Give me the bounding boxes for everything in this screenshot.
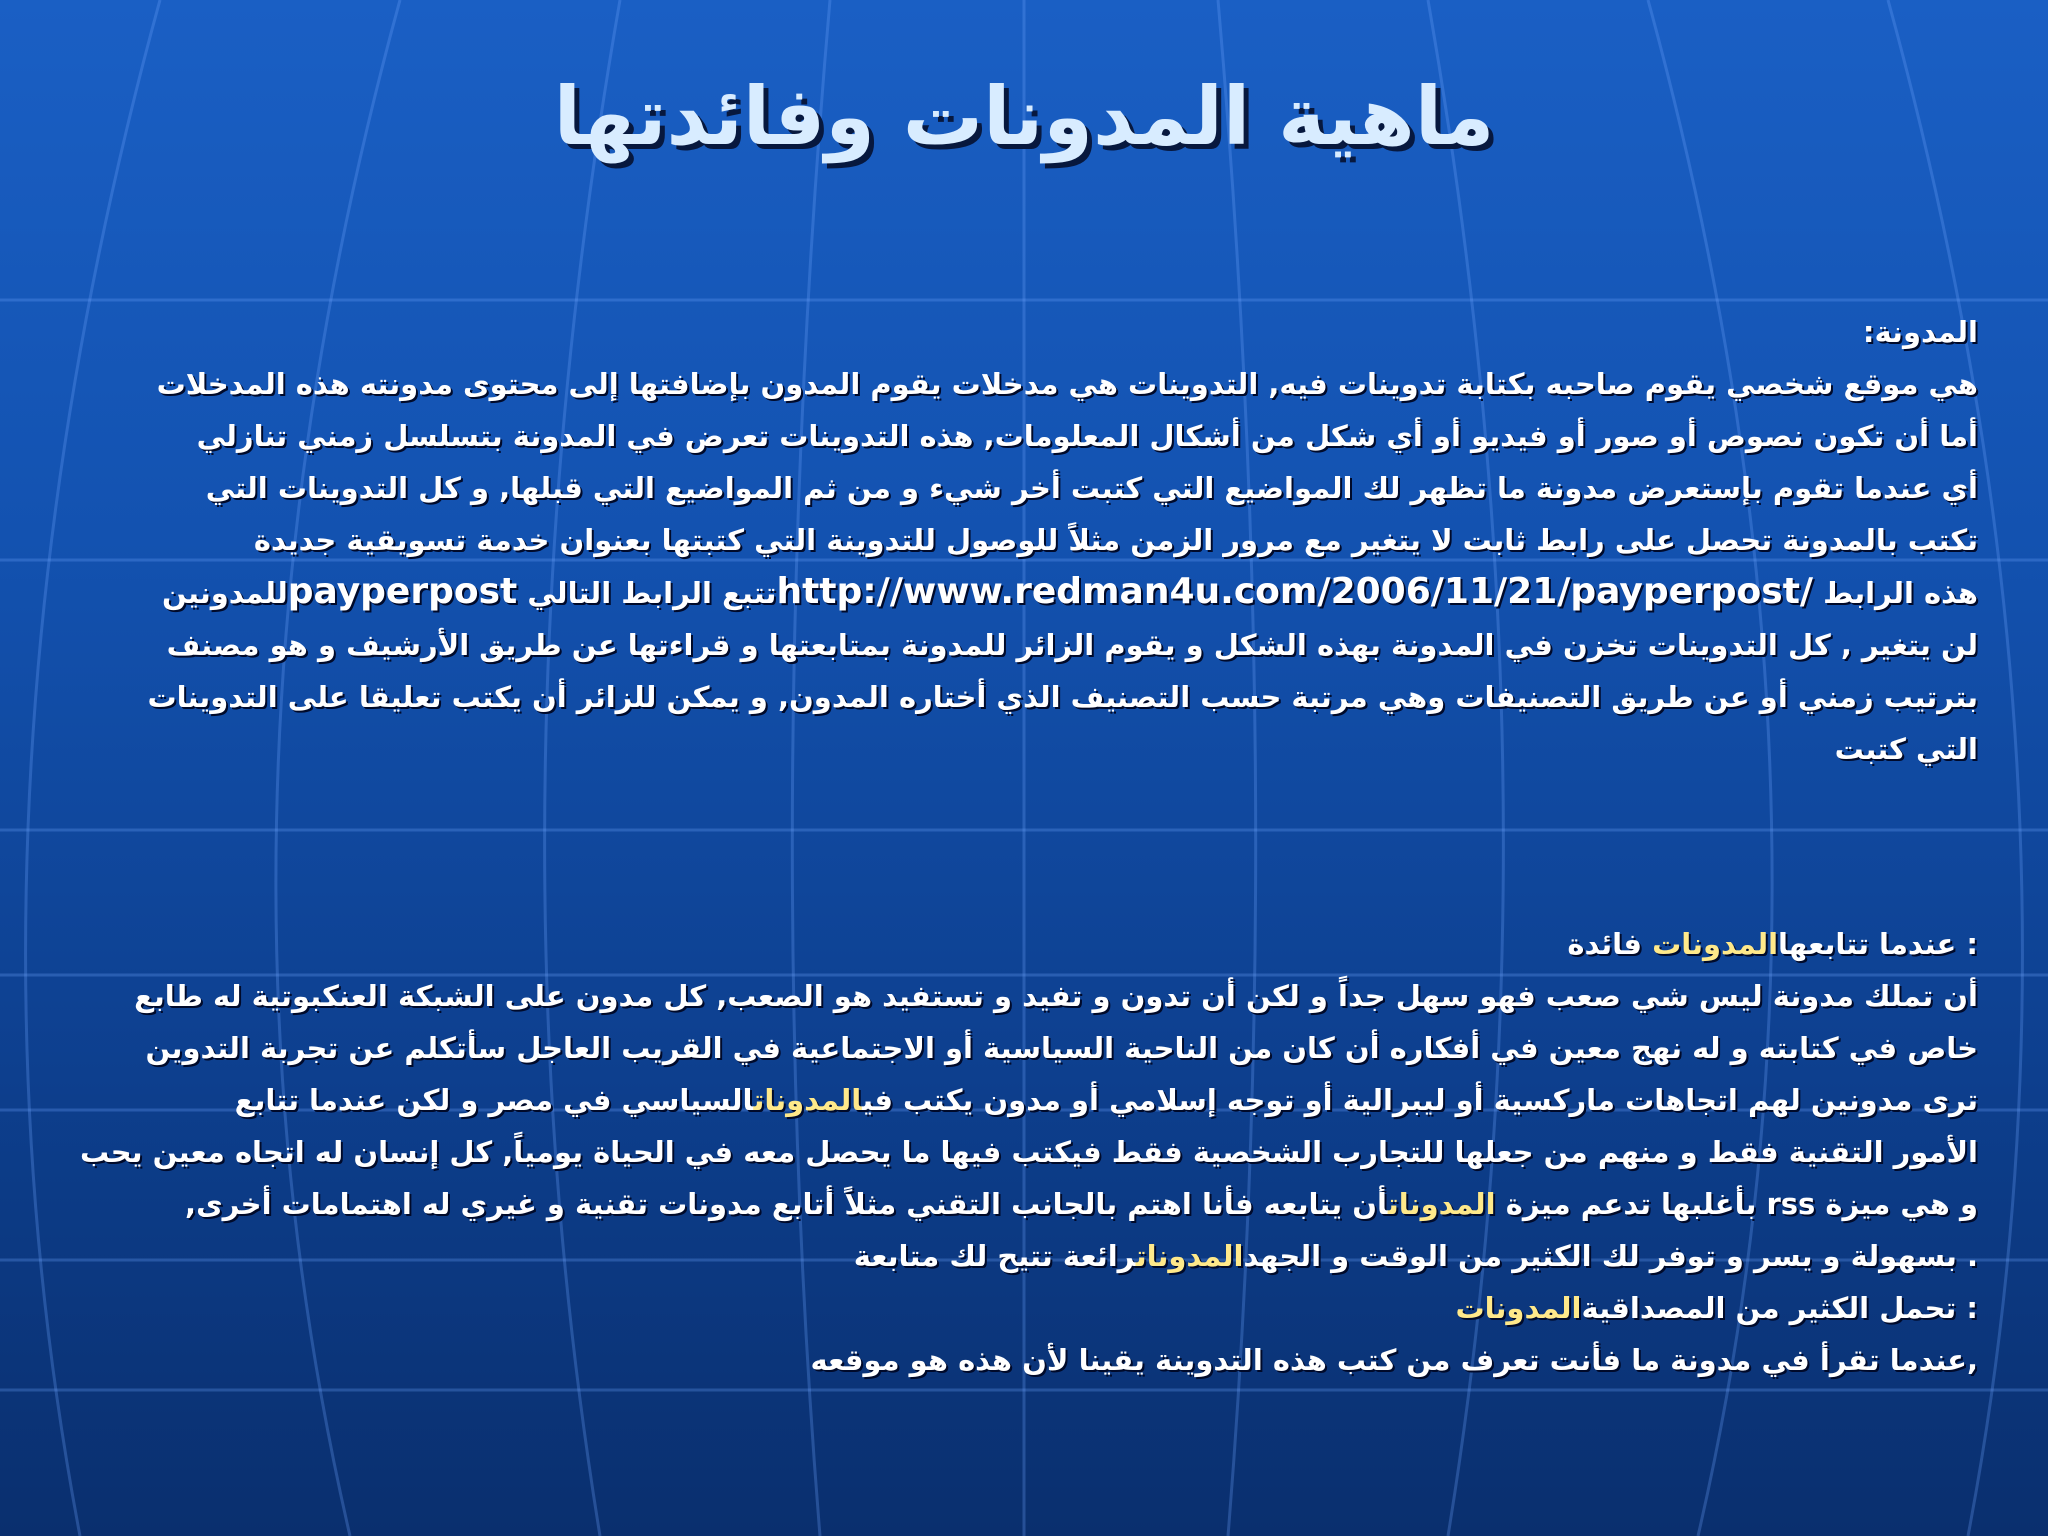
body-line: أي عندما تقوم بإستعرض مدونة ما تظهر لك المواضيع التي كتبت أخر شيء و من ثم المواضيع التي قبلها, و كل التدوينات التي xyxy=(205,471,1978,505)
highlight-word: المدونات xyxy=(1652,927,1779,961)
body-line xyxy=(48,1074,1978,1126)
line-part: ترى مدونين لهم اتجاهات ماركسية أو ليبرالية أو توجه إسلامي أو مدون يكتب في xyxy=(862,1083,1978,1117)
example-url-link[interactable]: http://www.redman4u.com/2006/11/21/payperpost/ xyxy=(776,571,1814,612)
body-line: أما أن تكون نصوص أو صور أو فيديو أو أي شكل من أشكال المعلومات, هذه التدوينات تعرض في المدونة بتسلسل زمني تنازلي xyxy=(196,419,1978,453)
line-part: رائعة تتيح لك متابعة xyxy=(853,1239,1136,1273)
blog-benefits-block xyxy=(48,918,1978,1386)
highlight-word: المدونات xyxy=(1135,1239,1244,1273)
heading-part: فائدة xyxy=(1567,927,1653,961)
body-line: هي موقع شخصي يقوم صاحبه بكتابة تدوينات فيه, التدوينات هي مدخلات يقوم المدون بإضافتها إلى محتوى مدونته هذه المدخلات xyxy=(156,367,1978,401)
section-heading-benefits xyxy=(48,918,1978,970)
link-line-prefix: هذه الرابط xyxy=(1823,576,1978,610)
line-part: و هي ميزة xyxy=(1815,1187,1978,1221)
section-heading-blog: المدونة: xyxy=(1862,315,1978,349)
body-line: أن تملك مدونة ليس شي صعب فهو سهل جداً و لكن أن تدون و تفيد و تستفيد هو الصعب, كل مدون على الشبكة العنكبوتية له طابع xyxy=(134,979,1978,1013)
body-line: لن يتغير , كل التدوينات تخزن في المدونة بهذه الشكل و يقوم الزائر للمدونة بمتابعتها و قراءتها عن طريق الأرشيف و هو مصنف xyxy=(166,628,1978,662)
link-line xyxy=(48,566,1978,619)
body-line: الأمور التقنية فقط و منهم من جعلها للتجارب الشخصية فقط فيكتب فيها ما يحصل معه في الحياة يومياً, كل إنسان له اتجاه معين يحب xyxy=(80,1135,1978,1169)
body-line: ,عندما تقرأ في مدونة ما فأنت تعرف من كتب هذه التدوينة يقينا لأن هذه هو موقعه xyxy=(810,1343,1978,1377)
blog-definition-block xyxy=(48,306,1978,775)
heading-part: : عندما تتابعها xyxy=(1778,927,1978,961)
body-line: التي كتبت xyxy=(1834,732,1978,766)
body-line xyxy=(48,1230,1978,1282)
line-part: السياسي في مصر و لكن عندما تتابع xyxy=(234,1083,754,1117)
body-line: تكتب بالمدونة تحصل على رابط ثابت لا يتغير مع مرور الزمن مثلاً للوصول للتدوينة التي كتبتها بعنوان خدمة تسويقية جديدة xyxy=(253,523,1978,557)
link-line-suffix: للمدونين xyxy=(161,576,288,610)
highlight-word: المدونات xyxy=(1387,1187,1496,1221)
highlight-word: المدونات xyxy=(753,1083,863,1117)
body-line xyxy=(48,1178,1978,1230)
body-line: بترتيب زمني أو عن طريق التصنيفات وهي مرتبة حسب التصنيف الذي أختاره المدون, و يمكن للزائر أن يكتب تعليقا على التدوينات xyxy=(147,680,1978,714)
line-part: . بسهولة و يسر و توفر لك الكثير من الوقت و الجهد xyxy=(1243,1239,1978,1273)
line-part: أن يتابعه فأنا اهتم بالجانب التقني مثلاً أتابع مدونات تقنية و غيري له اهتمامات أخرى, xyxy=(185,1187,1388,1221)
line-part: : تحمل الكثير من المصداقية xyxy=(1581,1291,1978,1325)
rss-word: rss xyxy=(1766,1187,1816,1221)
payperpost-word: payperpost xyxy=(287,571,518,612)
line-part: بأغلبها تدعم ميزة xyxy=(1495,1187,1767,1221)
body-line xyxy=(48,1282,1978,1334)
link-line-middle: تتبع الرابط التالي xyxy=(527,576,777,610)
slide-title: ماهية المدونات وفائدتها xyxy=(553,70,1495,163)
body-line: خاص في كتابته و له نهج معين في أفكاره أن كان من الناحية السياسية أو الاجتماعية في القريب العاجل سأتكلم عن تجربة التدوين xyxy=(145,1031,1978,1065)
highlight-word: المدونات xyxy=(1455,1291,1582,1325)
